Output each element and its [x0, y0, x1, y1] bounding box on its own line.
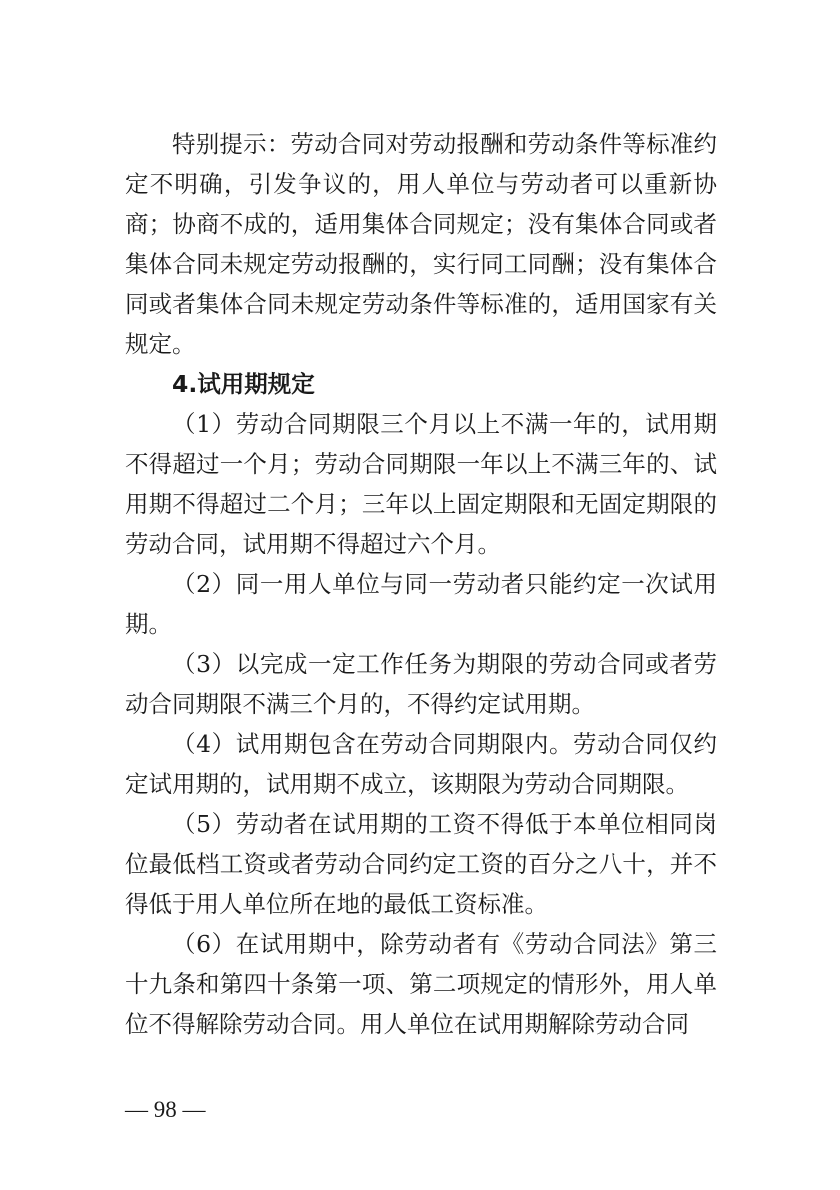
page-body	[125, 124, 717, 1044]
page-number: — 98 —	[125, 1097, 206, 1122]
section-heading: 4.试用期规定	[172, 370, 315, 398]
list-item: （6）在试用期中，除劳动者有《劳动合同法》第三十九条和第四十条第一项、第二项规定的情形外，用人单位不得解除劳动合同。用人单位在试用期解除劳动合同	[125, 930, 717, 1038]
list-item: （4）试用期包含在劳动合同期限内。劳动合同仅约定试用期的，试用期不成立，该期限为劳动合同期限。	[125, 730, 717, 798]
list-item: （1）劳动合同期限三个月以上不满一年的，试用期不得超过一个月；劳动合同期限一年以上不满三年的、试用期不得超过二个月；三年以上固定期限和无固定期限的劳动合同，试用期不得超过六个月。	[125, 410, 717, 558]
list-item: （2）同一用人单位与同一劳动者只能约定一次试用期。	[125, 570, 717, 638]
list-item: （5）劳动者在试用期的工资不得低于本单位相同岗位最低档工资或者劳动合同约定工资的百分之八十，并不得低于用人单位所在地的最低工资标准。	[125, 810, 717, 918]
intro-paragraph: 特别提示：劳动合同对劳动报酬和劳动条件等标准约定不明确，引发争议的，用人单位与劳动者可以重新协商；协商不成的，适用集体合同规定；没有集体合同或者集体合同未规定劳动报酬的，实行同工同酬；没有集体合同或者集体合同未规定劳动条件等标准的，适用国家有关规定。	[125, 130, 717, 358]
list-item: （3）以完成一定工作任务为期限的劳动合同或者劳动合同期限不满三个月的，不得约定试用期。	[125, 650, 717, 718]
